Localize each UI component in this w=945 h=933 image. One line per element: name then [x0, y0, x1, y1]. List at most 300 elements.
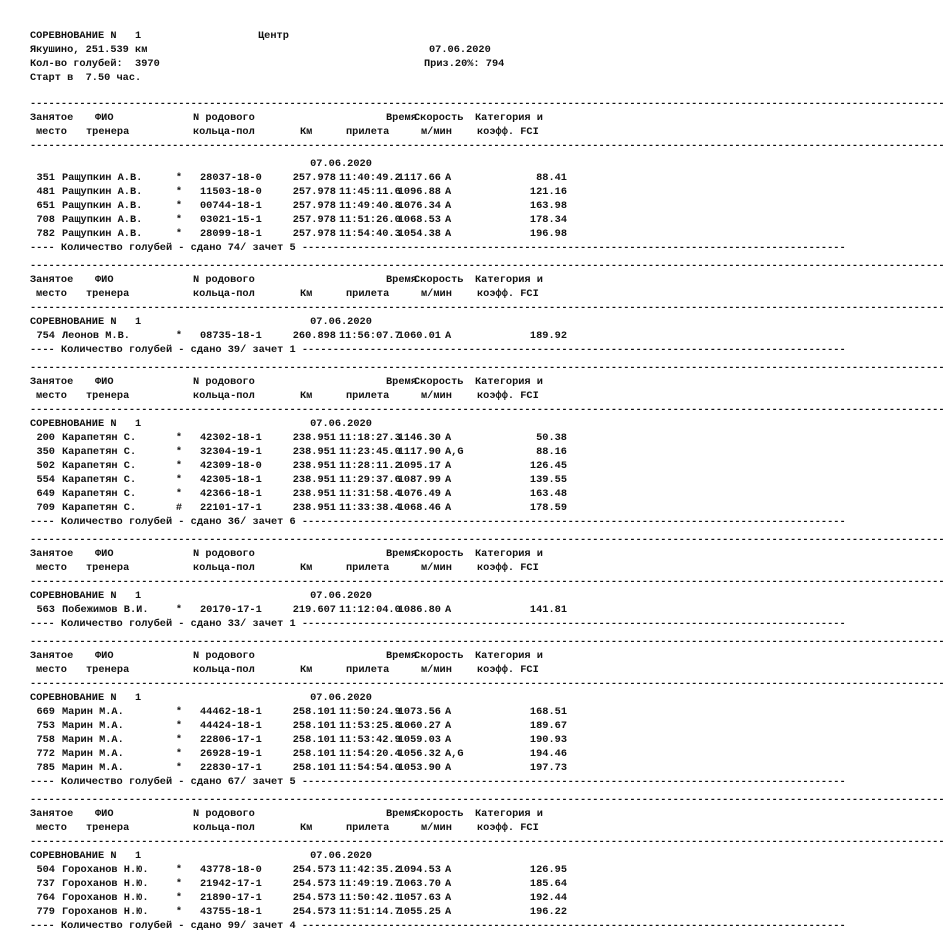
block-title-line: [0, 589, 600, 603]
fci-coefficient: 178.59: [529, 502, 567, 514]
block-summary: [0, 241, 846, 255]
speed: 1068.46: [397, 502, 441, 514]
ring-number: 26928-19-1: [200, 748, 262, 760]
col-category-header: Категория и: [475, 112, 543, 124]
category: A,G: [445, 446, 464, 458]
fancier-name: Карапетян С.: [62, 488, 137, 500]
distance-km: 238.951: [292, 460, 336, 472]
col-ring-header: N родового: [193, 808, 255, 820]
col-ring-subheader: кольца-пол: [193, 288, 255, 300]
fci-coefficient: 50.38: [536, 432, 567, 444]
rule-line: [0, 139, 945, 153]
rule: ----------------------------------------------------------------------------------------------------------------------------------------------------: [30, 140, 945, 152]
rule-line: [0, 361, 945, 375]
col-km-subheader: Км: [300, 126, 313, 138]
column-header-row-2: [0, 125, 600, 139]
result-row: [0, 733, 600, 747]
col-speed-header: Скорость: [414, 376, 464, 388]
result-row: [0, 329, 600, 343]
ring-number: 43755-18-1: [200, 906, 262, 918]
col-arrival-subheader: прилета: [346, 822, 390, 834]
ring-number: 03021-15-1: [200, 214, 262, 226]
arrival-time: 11:29:37.6: [339, 474, 401, 486]
col-ring-header: N родового: [193, 650, 255, 662]
mark: *: [175, 734, 183, 746]
col-arrival-subheader: прилета: [346, 664, 390, 676]
mark: *: [175, 228, 183, 240]
mark: *: [175, 474, 183, 486]
mark: #: [175, 502, 183, 514]
col-km-subheader: Км: [300, 288, 313, 300]
block-date: 07.06.2020: [310, 158, 372, 170]
col-km-subheader: Км: [300, 562, 313, 574]
category: A: [445, 460, 452, 472]
arrival-time: 11:49:40.8: [339, 200, 401, 212]
place: 563: [36, 604, 55, 616]
arrival-time: 11:50:42.1: [339, 892, 401, 904]
arrival-time: 11:42:35.2: [339, 864, 401, 876]
result-row: [0, 761, 600, 775]
place: 753: [36, 720, 55, 732]
col-category-header: Категория и: [475, 808, 543, 820]
result-row: [0, 747, 600, 761]
ring-number: 22830-17-1: [200, 762, 262, 774]
place: 669: [36, 706, 55, 718]
arrival-time: 11:50:24.9: [339, 706, 401, 718]
rule: ----------------------------------------------------------------------------------------------------------------------------------------------------: [30, 260, 945, 272]
category: A: [445, 892, 452, 904]
race-date: 07.06.2020: [429, 44, 491, 56]
col-place-subheader: место: [36, 390, 67, 402]
column-header-row-2: [0, 287, 600, 301]
col-speed-header: Скорость: [414, 808, 464, 820]
category: A: [445, 878, 452, 890]
result-row: [0, 199, 600, 213]
col-ring-subheader: кольца-пол: [193, 126, 255, 138]
col-name-subheader: тренера: [86, 822, 130, 834]
col-category-header: Категория и: [475, 376, 543, 388]
arrival-time: 11:54:40.3: [339, 228, 401, 240]
ring-number: 21942-17-1: [200, 878, 262, 890]
rule-line: [0, 677, 945, 691]
rule-line: [0, 301, 945, 315]
distance-km: 257.978: [292, 200, 336, 212]
distance-km: 238.951: [292, 432, 336, 444]
ring-number: 28037-18-0: [200, 172, 262, 184]
column-header-row-2: [0, 389, 600, 403]
speed: 1054.38: [397, 228, 441, 240]
block-date: 07.06.2020: [310, 850, 372, 862]
col-name-subheader: тренера: [86, 562, 130, 574]
block-title: СОРЕВНОВАНИЕ N 1: [30, 418, 142, 430]
fci-coefficient: 190.93: [529, 734, 567, 746]
ring-number: 42305-18-1: [200, 474, 262, 486]
distance-km: 257.978: [292, 214, 336, 226]
mark: *: [175, 460, 183, 472]
fancier-name: Карапетян С.: [62, 502, 137, 514]
column-header-row-1: [0, 649, 600, 663]
ring-number: 22806-17-1: [200, 734, 262, 746]
distance-km: 260.898: [292, 330, 336, 342]
block-title: СОРЕВНОВАНИЕ N 1: [30, 850, 142, 862]
col-time-header: Время: [386, 112, 417, 124]
rule-line: [0, 533, 945, 547]
distance-km: 254.573: [292, 892, 336, 904]
column-header-row-1: [0, 273, 600, 287]
col-category-header: Категория и: [475, 548, 543, 560]
start-time: Старт в 7.50 час.: [30, 72, 142, 84]
col-speed-subheader: м/мин: [421, 562, 452, 574]
fci-coefficient: 126.95: [529, 864, 567, 876]
rule: ----------------------------------------------------------------------------------------------------------------------------------------------------: [30, 636, 945, 648]
col-place-subheader: место: [36, 562, 67, 574]
col-ring-subheader: кольца-пол: [193, 562, 255, 574]
speed: 1060.27: [397, 720, 441, 732]
category: A: [445, 330, 452, 342]
pigeon-count: Кол-во голубей: 3970: [30, 58, 160, 70]
col-name-subheader: тренера: [86, 664, 130, 676]
block-summary-text: ---- Количество голубей - сдано 33/ зачет 1 ----------------------------------------------------------------------------------------: [30, 618, 846, 630]
block-title: СОРЕВНОВАНИЕ N 1: [30, 590, 142, 602]
col-speed-subheader: м/мин: [421, 288, 452, 300]
place: 782: [36, 228, 55, 240]
col-speed-subheader: м/мин: [421, 390, 452, 402]
ring-number: 21890-17-1: [200, 892, 262, 904]
speed: 1056.32: [397, 748, 441, 760]
fancier-name: Ращупкин А.В.: [62, 200, 143, 212]
result-row: [0, 603, 600, 617]
result-row: [0, 459, 600, 473]
distance-km: 254.573: [292, 864, 336, 876]
col-place-header: Занятое: [30, 548, 74, 560]
column-header-row-2: [0, 663, 600, 677]
column-header-row-2: [0, 821, 600, 835]
result-row: [0, 705, 600, 719]
rule: ----------------------------------------------------------------------------------------------------------------------------------------------------: [30, 678, 945, 690]
fancier-name: Ращупкин А.В.: [62, 172, 143, 184]
mark: *: [175, 446, 183, 458]
rule: ----------------------------------------------------------------------------------------------------------------------------------------------------: [30, 98, 945, 110]
result-row: [0, 891, 600, 905]
mark: *: [175, 864, 183, 876]
place: 481: [36, 186, 55, 198]
column-header-row-1: [0, 547, 600, 561]
block-title-line: [0, 691, 600, 705]
arrival-time: 11:54:20.4: [339, 748, 401, 760]
rule-line: [0, 575, 945, 589]
speed: 1076.49: [397, 488, 441, 500]
col-place-header: Занятое: [30, 376, 74, 388]
speed: 1055.25: [397, 906, 441, 918]
category: A: [445, 906, 452, 918]
fancier-name: Карапетян С.: [62, 474, 137, 486]
category: A: [445, 864, 452, 876]
speed: 1094.53: [397, 864, 441, 876]
block-summary: [0, 617, 846, 631]
place: 504: [36, 864, 55, 876]
block-summary-text: ---- Количество голубей - сдано 39/ зачет 1 ----------------------------------------------------------------------------------------: [30, 344, 846, 356]
distance-km: 258.101: [292, 734, 336, 746]
speed: 1060.01: [397, 330, 441, 342]
speed: 1053.90: [397, 762, 441, 774]
fancier-name: Карапетян С.: [62, 432, 137, 444]
fci-coefficient: 141.81: [529, 604, 567, 616]
mark: *: [175, 720, 183, 732]
speed: 1059.03: [397, 734, 441, 746]
speed: 1073.56: [397, 706, 441, 718]
place: 554: [36, 474, 55, 486]
place: 764: [36, 892, 55, 904]
col-speed-header: Скорость: [414, 274, 464, 286]
category: A: [445, 228, 452, 240]
place: 708: [36, 214, 55, 226]
block-summary: [0, 515, 846, 529]
fci-coefficient: 197.73: [529, 762, 567, 774]
arrival-time: 11:23:45.0: [339, 446, 401, 458]
ring-number: 42302-18-1: [200, 432, 262, 444]
fci-coefficient: 168.51: [529, 706, 567, 718]
col-km-subheader: Км: [300, 822, 313, 834]
distance-km: 238.951: [292, 446, 336, 458]
ring-number: 42366-18-1: [200, 488, 262, 500]
fancier-name: Марин М.А.: [62, 720, 124, 732]
mark: *: [175, 892, 183, 904]
result-row: [0, 719, 600, 733]
col-name-subheader: тренера: [86, 390, 130, 402]
block-title-line: [0, 417, 600, 431]
distance-km: 258.101: [292, 706, 336, 718]
category: A: [445, 200, 452, 212]
arrival-time: 11:31:58.4: [339, 488, 401, 500]
col-name-subheader: тренера: [86, 126, 130, 138]
speed: 1087.99: [397, 474, 441, 486]
column-header-row-1: [0, 111, 600, 125]
fci-coefficient: 121.16: [529, 186, 567, 198]
result-row: [0, 213, 600, 227]
fci-coefficient: 139.55: [529, 474, 567, 486]
category: A: [445, 706, 452, 718]
category: A: [445, 432, 452, 444]
block-summary: [0, 919, 846, 933]
fci-coefficient: 196.22: [529, 906, 567, 918]
col-ring-header: N родового: [193, 376, 255, 388]
mark: *: [175, 488, 183, 500]
fancier-name: Леонов М.В.: [62, 330, 130, 342]
column-header-row-2: [0, 561, 600, 575]
block-summary-text: ---- Количество голубей - сдано 74/ зачет 5 ----------------------------------------------------------------------------------------: [30, 242, 846, 254]
arrival-time: 11:53:25.8: [339, 720, 401, 732]
mark: *: [175, 604, 183, 616]
place: 351: [36, 172, 55, 184]
distance-km: 238.951: [292, 502, 336, 514]
place: 785: [36, 762, 55, 774]
rule: ----------------------------------------------------------------------------------------------------------------------------------------------------: [30, 302, 945, 314]
fci-coefficient: 163.48: [529, 488, 567, 500]
col-arrival-subheader: прилета: [346, 562, 390, 574]
rule-line: [0, 835, 945, 849]
ring-number: 32304-19-1: [200, 446, 262, 458]
result-row: [0, 227, 600, 241]
place: 758: [36, 734, 55, 746]
category: A: [445, 762, 452, 774]
fancier-name: Карапетян С.: [62, 460, 137, 472]
rule: ----------------------------------------------------------------------------------------------------------------------------------------------------: [30, 576, 945, 588]
speed: 1063.70: [397, 878, 441, 890]
fci-coefficient: 192.44: [529, 892, 567, 904]
arrival-time: 11:33:38.4: [339, 502, 401, 514]
column-header-row-1: [0, 375, 600, 389]
col-arrival-subheader: прилета: [346, 288, 390, 300]
fancier-name: Ращупкин А.В.: [62, 214, 143, 226]
ring-number: 44424-18-1: [200, 720, 262, 732]
col-place-header: Занятое: [30, 808, 74, 820]
arrival-time: 11:51:26.0: [339, 214, 401, 226]
speed: 1057.63: [397, 892, 441, 904]
col-name-subheader: тренера: [86, 288, 130, 300]
col-name-header: ФИО: [95, 274, 114, 286]
header-line-1: [0, 29, 600, 43]
place: 754: [36, 330, 55, 342]
arrival-time: 11:49:19.7: [339, 878, 401, 890]
category: A: [445, 720, 452, 732]
col-ring-subheader: кольца-пол: [193, 664, 255, 676]
category: A: [445, 488, 452, 500]
col-speed-subheader: м/мин: [421, 664, 452, 676]
ring-number: 11503-18-0: [200, 186, 262, 198]
col-time-header: Время: [386, 808, 417, 820]
speed: 1076.34: [397, 200, 441, 212]
block-summary: [0, 343, 846, 357]
arrival-time: 11:53:42.9: [339, 734, 401, 746]
ring-number: 44462-18-1: [200, 706, 262, 718]
ring-number: 08735-18-1: [200, 330, 262, 342]
col-ring-subheader: кольца-пол: [193, 822, 255, 834]
rule: ----------------------------------------------------------------------------------------------------------------------------------------------------: [30, 794, 945, 806]
col-time-header: Время: [386, 274, 417, 286]
fancier-name: Гороханов Н.Ю.: [62, 892, 149, 904]
arrival-time: 11:54:54.0: [339, 762, 401, 774]
fci-coefficient: 178.34: [529, 214, 567, 226]
rule-line: [0, 97, 945, 111]
fancier-name: Марин М.А.: [62, 748, 124, 760]
fci-coefficient: 194.46: [529, 748, 567, 760]
fci-coefficient: 88.41: [536, 172, 567, 184]
mark: *: [175, 762, 183, 774]
arrival-time: 11:28:11.2: [339, 460, 401, 472]
distance-km: 257.978: [292, 186, 336, 198]
result-row: [0, 905, 600, 919]
col-coef-subheader: коэфф. FCI: [477, 822, 539, 834]
rule-line: [0, 259, 945, 273]
col-name-header: ФИО: [95, 650, 114, 662]
col-name-header: ФИО: [95, 112, 114, 124]
category: A: [445, 734, 452, 746]
col-name-header: ФИО: [95, 808, 114, 820]
col-coef-subheader: коэфф. FCI: [477, 664, 539, 676]
col-name-header: ФИО: [95, 376, 114, 388]
block-date: 07.06.2020: [310, 692, 372, 704]
arrival-time: 11:40:49.2: [339, 172, 401, 184]
category: A: [445, 604, 452, 616]
mark: *: [175, 878, 183, 890]
result-row: [0, 863, 600, 877]
fci-coefficient: 196.98: [529, 228, 567, 240]
result-row: [0, 877, 600, 891]
distance-km: 219.607: [292, 604, 336, 616]
distance-km: 238.951: [292, 474, 336, 486]
result-row: [0, 473, 600, 487]
col-speed-header: Скорость: [414, 548, 464, 560]
rule-line: [0, 793, 945, 807]
speed: 1117.90: [397, 446, 441, 458]
fancier-name: Марин М.А.: [62, 706, 124, 718]
category: A: [445, 214, 452, 226]
col-time-header: Время: [386, 376, 417, 388]
block-title-line: [0, 849, 600, 863]
prize-count: Приз.20%: 794: [424, 58, 505, 70]
col-arrival-subheader: прилета: [346, 390, 390, 402]
mark: *: [175, 330, 183, 342]
category: A,G: [445, 748, 464, 760]
col-place-subheader: место: [36, 822, 67, 834]
block-summary: [0, 775, 846, 789]
fci-coefficient: 163.98: [529, 200, 567, 212]
fci-coefficient: 189.92: [529, 330, 567, 342]
arrival-time: 11:56:07.7: [339, 330, 401, 342]
result-row: [0, 171, 600, 185]
distance-km: 257.978: [292, 172, 336, 184]
fancier-name: Карапетян С.: [62, 446, 137, 458]
rule-line: [0, 403, 945, 417]
col-place-subheader: место: [36, 126, 67, 138]
block-summary-text: ---- Количество голубей - сдано 36/ зачет 6 ----------------------------------------------------------------------------------------: [30, 516, 846, 528]
fancier-name: Марин М.А.: [62, 762, 124, 774]
speed: 1068.53: [397, 214, 441, 226]
fci-coefficient: 189.67: [529, 720, 567, 732]
arrival-time: 11:12:04.0: [339, 604, 401, 616]
place: 737: [36, 878, 55, 890]
distance-km: 258.101: [292, 748, 336, 760]
place: 200: [36, 432, 55, 444]
col-speed-subheader: м/мин: [421, 126, 452, 138]
fancier-name: Марин М.А.: [62, 734, 124, 746]
mark: *: [175, 432, 183, 444]
category: A: [445, 474, 452, 486]
col-ring-header: N родового: [193, 548, 255, 560]
ring-number: 00744-18-1: [200, 200, 262, 212]
result-row: [0, 487, 600, 501]
column-header-row-1: [0, 807, 600, 821]
header-line-4: [0, 71, 600, 85]
category: A: [445, 186, 452, 198]
distance-km: 254.573: [292, 906, 336, 918]
ring-number: 42309-18-0: [200, 460, 262, 472]
col-place-header: Занятое: [30, 274, 74, 286]
arrival-time: 11:45:11.6: [339, 186, 401, 198]
fci-coefficient: 88.16: [536, 446, 567, 458]
place: 502: [36, 460, 55, 472]
competition-title: СОРЕВНОВАНИЕ N 1: [30, 30, 142, 42]
ring-number: 28099-18-1: [200, 228, 262, 240]
col-speed-header: Скорость: [414, 650, 464, 662]
col-coef-subheader: коэфф. FCI: [477, 390, 539, 402]
rule: ----------------------------------------------------------------------------------------------------------------------------------------------------: [30, 404, 945, 416]
block-date: 07.06.2020: [310, 316, 372, 328]
center-label: Центр: [258, 30, 289, 42]
place: 350: [36, 446, 55, 458]
rule: ----------------------------------------------------------------------------------------------------------------------------------------------------: [30, 534, 945, 546]
block-date: 07.06.2020: [310, 590, 372, 602]
